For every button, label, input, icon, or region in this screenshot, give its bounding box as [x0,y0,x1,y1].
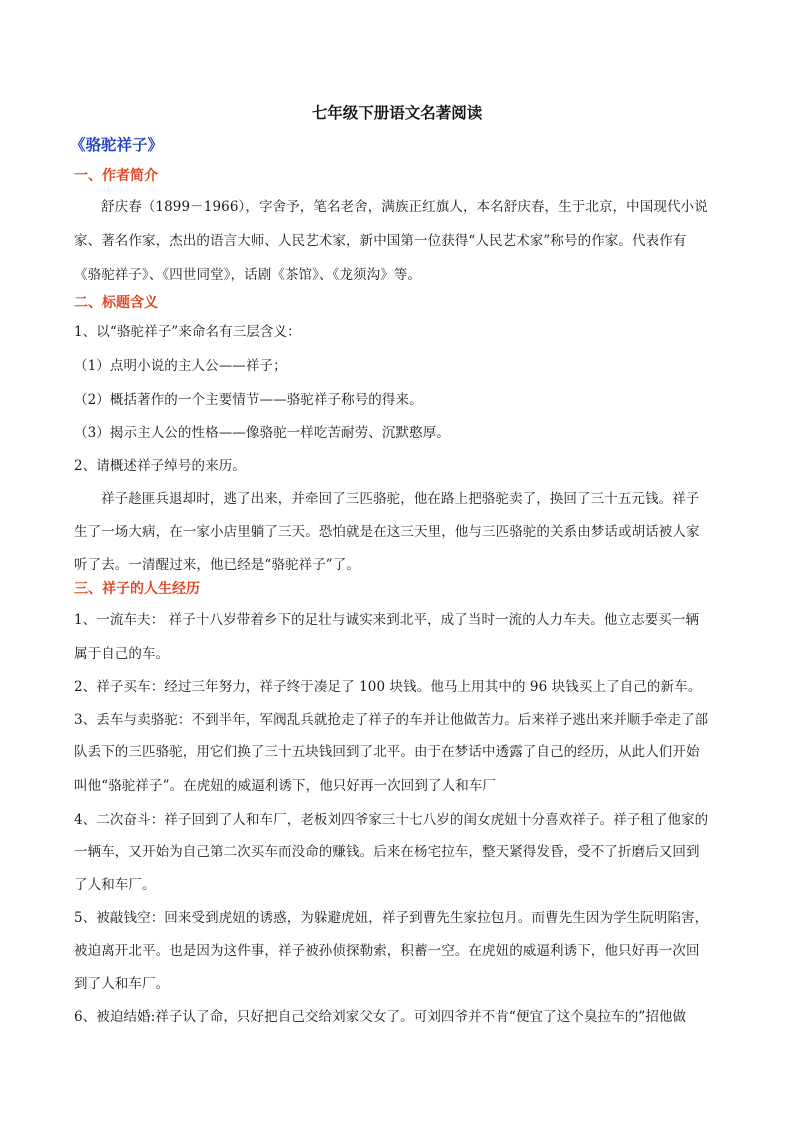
paragraph-line: 5、被敲钱空：回来受到虎妞的诱惑，为躲避虎妞，祥子到曹先生家拉包月。而曹先生因为学生阮明陷害， [74,910,709,926]
section-heading-title-meaning: 二、标题含义 [74,295,158,311]
paragraph-line: 1、一流车夫： 祥子十八岁带着乡下的足壮与诚实来到北平，成了当时一流的人力车夫。他立志要买一辆 [74,612,700,628]
paragraph-line: 4、二次奋斗：祥子回到了人和车厂，老板刘四爷家三十七八岁的闺女虎妞十分喜欢祥子。祥子租了他家的 [74,812,709,828]
paragraph-line: 队丢下的三匹骆驼，用它们换了三十五块钱回到了北平。由于在梦话中透露了自己的经历，从此人们开始 [74,744,700,760]
list-item: （2）概括著作的一个主要情节——骆驼祥子称号的得来。 [74,392,423,408]
paragraph-line: 一辆车，又开始为自己第二次买车而没命的赚钱。后来在杨宅拉车，整天紧得发昏，受不了折磨后又回到 [74,844,700,860]
paragraph-line: 3、丢车与卖骆驼：不到半年，军阀乱兵就抢走了祥子的车并让他做苦力。后来祥子逃出来并顺手牵走了部 [74,712,709,728]
list-item: （3）揭示主人公的性格——像骆驼一样吃苦耐劳、沉默憨厚。 [74,425,450,441]
paragraph-line: 生了一场大病，在一家小店里躺了三天。恐怕就是在这三天里，他与三匹骆驼的关系由梦话或胡话被人家 [74,524,700,540]
list-item: （1）点明小说的主人公——祥子； [74,358,287,374]
paragraph-line: 《骆驼祥子》、《四世同堂》，话剧《茶馆》、《龙须沟》等。 [74,267,422,283]
paragraph-line: 舒庆春（1899－1966），字舍予，笔名老舍，满族正红旗人，本名舒庆春，生于北京，中国现代小说 [101,199,708,215]
paragraph-line: 属于自己的车。 [74,646,170,662]
section-heading-life-experience: 三、祥子的人生经历 [74,581,200,597]
page-title: 七年级下册语文名著阅读 [311,104,483,122]
paragraph-line: 祥子趁匪兵退却时，逃了出来，并牵回了三匹骆驼，他在路上把骆驼卖了，换回了三十五元钱。祥子 [101,491,700,507]
paragraph-line: 2、祥子买车：经过三年努力，祥子终于凑足了 100 块钱。他马上用其中的 96 块钱买上了自己的新车。 [74,679,702,695]
paragraph-line: 被迫离开北平。也是因为这件事，祥子被孙侦探勒索，积蓄一空。在虎妞的威逼利诱下，他只好再一次回 [74,943,700,959]
book-title: 《骆驼祥子》 [70,136,164,154]
section-heading-author: 一、作者简介 [74,168,158,184]
paragraph-line: 家、著名作家，杰出的语言大师、人民艺术家，新中国第一位获得“人民艺术家”称号的作家。代表作有 [74,233,687,249]
paragraph-line: 2、请概述祥子绰号的来历。 [74,458,246,474]
paragraph-line: 1、以“骆驼祥子”来命名有三层含义： [74,324,301,340]
paragraph-line: 听了去。一清醒过来，他已经是“骆驼祥子”了。 [74,557,361,573]
paragraph-line: 了人和车厂。 [74,877,156,893]
paragraph-line: 到了人和车厂。 [74,976,170,992]
paragraph-line: 叫他“骆驼祥子”。在虎妞的威逼利诱下，他只好再一次回到了人和车厂 [74,778,497,794]
paragraph-line: 6、被迫结婚:祥子认了命，只好把自己交给刘家父女了。可刘四爷并不肯“便宜了这个臭拉车的”招他做 [74,1009,687,1025]
